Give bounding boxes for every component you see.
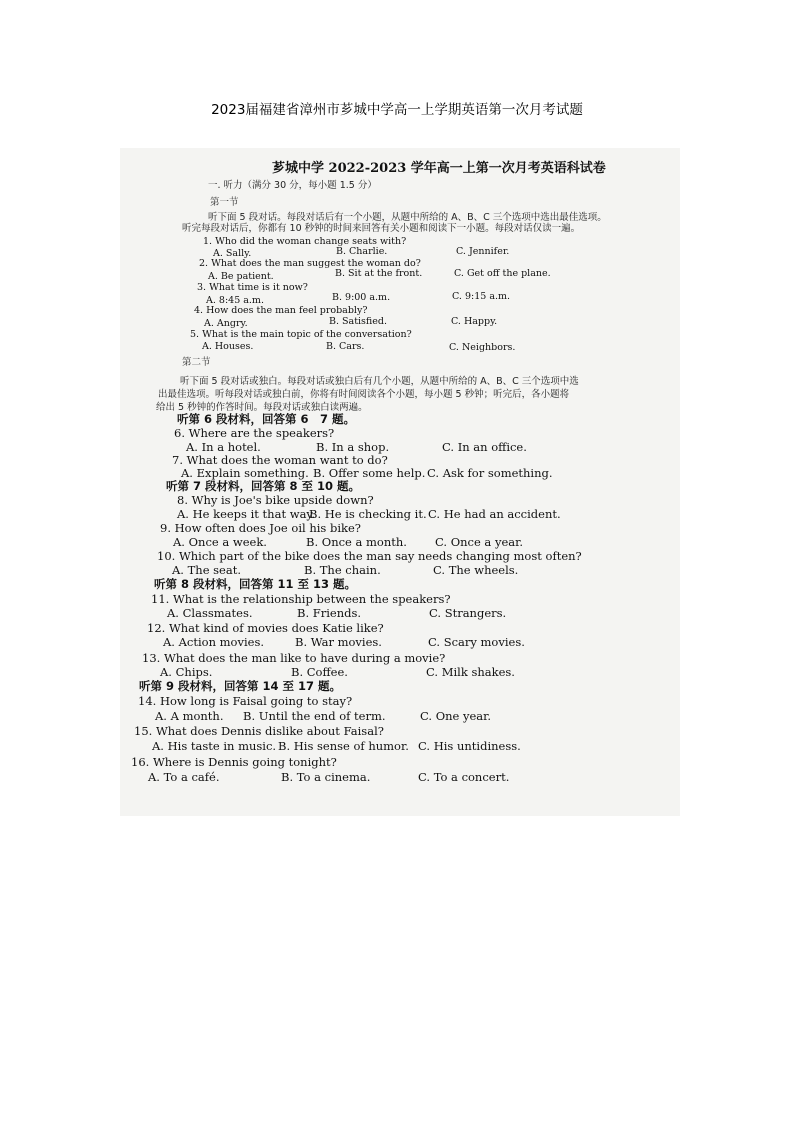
option-c: C. He had an accident. [428,507,561,521]
option-a: A. In a hotel. [186,440,261,454]
section-one-instruction-line: 听下面 5 段对话。每段对话后有一个小题，从题中所给的 A、B、C 三个选项中选出最佳选项。 [208,212,607,223]
option-a: A. 8:45 a.m. [206,295,264,306]
option-c: C. Milk shakes. [426,665,515,679]
section-two-instruction-line: 出最佳选项。听每段对话或独白前，你将有时间阅读各个小题，每小题 5 秒钟；听完后，各小题将 [158,389,570,400]
option-b: B. Cars. [326,341,365,352]
option-a: A. A month. [155,709,224,723]
option-b: B. Once a month. [306,535,407,549]
option-b: B. Coffee. [291,665,348,679]
scanned-exam-page [120,148,680,816]
option-a: A. Once a week. [173,535,267,549]
option-a: A. Chips. [160,665,213,679]
option-c: C. Ask for something. [427,466,553,480]
option-c: C. One year. [420,709,492,723]
option-b: B. To a cinema. [281,770,371,784]
question-12: 12. What kind of movies does Katie like? [147,621,384,635]
material-7-heading: 听第 7 段材料，回答第 8 至 10 题。 [166,479,361,493]
option-b: B. War movies. [295,635,382,649]
question-5: 5. What is the main topic of the conversation? [190,329,412,340]
option-a: A. Angry. [204,318,248,329]
option-c: C. The wheels. [433,563,519,577]
option-a: A. The seat. [172,563,241,577]
option-a: A. Explain something. [181,466,309,480]
option-c: C. Once a year. [435,535,523,549]
material-8-heading: 听第 8 段材料，回答第 11 至 13 题。 [154,577,357,591]
question-1: 1. Who did the woman change seats with? [203,236,407,247]
exam-heading: 芗城中学 2022-2023 学年高一上第一次月考英语科试卷 [272,161,606,176]
question-3: 3. What time is it now? [197,282,308,293]
material-9-heading: 听第 9 段材料，回答第 14 至 17 题。 [139,679,342,693]
option-b: B. In a shop. [316,440,390,454]
option-b: B. His sense of humor. [278,739,409,753]
question-10: 10. Which part of the bike does the man say needs changing most often? [157,549,582,563]
material-6-heading: 听第 6 段材料，回答第 6 7 题。 [177,412,356,426]
option-c: C. Get off the plane. [454,268,551,279]
question-2: 2. What does the man suggest the woman do? [199,258,421,269]
part-one-heading: 一. 听力（满分 30 分，每小题 1.5 分） [208,180,377,191]
option-b: B. He is checking it. [309,507,427,521]
option-a: A. He keeps it that way. [177,507,316,521]
option-c: C. Jennifer. [456,246,510,257]
option-c: C. Neighbors. [449,342,516,353]
question-16: 16. Where is Dennis going tonight? [131,755,337,769]
section-one-label: 第一节 [210,197,239,208]
option-c: C. Strangers. [429,606,507,620]
document-title: 2023届福建省漳州市芗城中学高一上学期英语第一次月考试题 [211,102,583,118]
option-c: C. His untidiness. [418,739,521,753]
question-9: 9. How often does Joe oil his bike? [160,521,361,535]
option-b: B. Sit at the front. [335,268,423,279]
option-c: C. To a concert. [418,770,510,784]
option-c: C. 9:15 a.m. [452,291,511,302]
question-14: 14. How long is Faisal going to stay? [138,694,353,708]
option-a: A. His taste in music. [152,739,277,753]
option-c: C. Scary movies. [428,635,525,649]
question-11: 11. What is the relationship between the speakers? [151,592,451,606]
option-a: A. Action movies. [163,635,265,649]
option-a: A. To a café. [148,770,220,784]
option-b: B. Offer some help. [313,466,426,480]
option-b: B. Charlie. [336,246,388,257]
option-a: A. Be patient. [208,271,274,282]
option-b: B. Satisfied. [329,316,387,327]
option-b: B. 9:00 a.m. [332,292,391,303]
option-b: B. Until the end of term. [243,709,386,723]
question-13: 13. What does the man like to have during a movie? [142,651,446,665]
option-b: B. Friends. [297,606,362,620]
option-a: A. Sally. [213,248,252,259]
section-two-label: 第二节 [182,357,211,368]
section-one-instruction-line: 听完每段对话后，你都有 10 秒钟的时间来回答有关小题和阅读下一小题。每段对话仅读一遍。 [182,223,581,234]
question-4: 4. How does the man feel probably? [194,305,368,316]
option-c: C. Happy. [451,316,498,327]
question-15: 15. What does Dennis dislike about Faisal? [134,724,384,738]
option-c: C. In an office. [442,440,527,454]
option-b: B. The chain. [304,563,381,577]
question-6: 6. Where are the speakers? [174,426,335,440]
section-two-instruction-line: 听下面 5 段对话或独白。每段对话或独白后有几个小题，从题中所给的 A、B、C 三个选项中选 [180,376,579,387]
question-8: 8. Why is Joe's bike upside down? [177,493,374,507]
question-7: 7. What does the woman want to do? [172,453,388,467]
option-a: A. Houses. [202,341,254,352]
option-a: A. Classmates. [167,606,253,620]
section-two-instruction-line: 给出 5 秒钟的作答时间。每段对话或独白读两遍。 [156,402,368,413]
